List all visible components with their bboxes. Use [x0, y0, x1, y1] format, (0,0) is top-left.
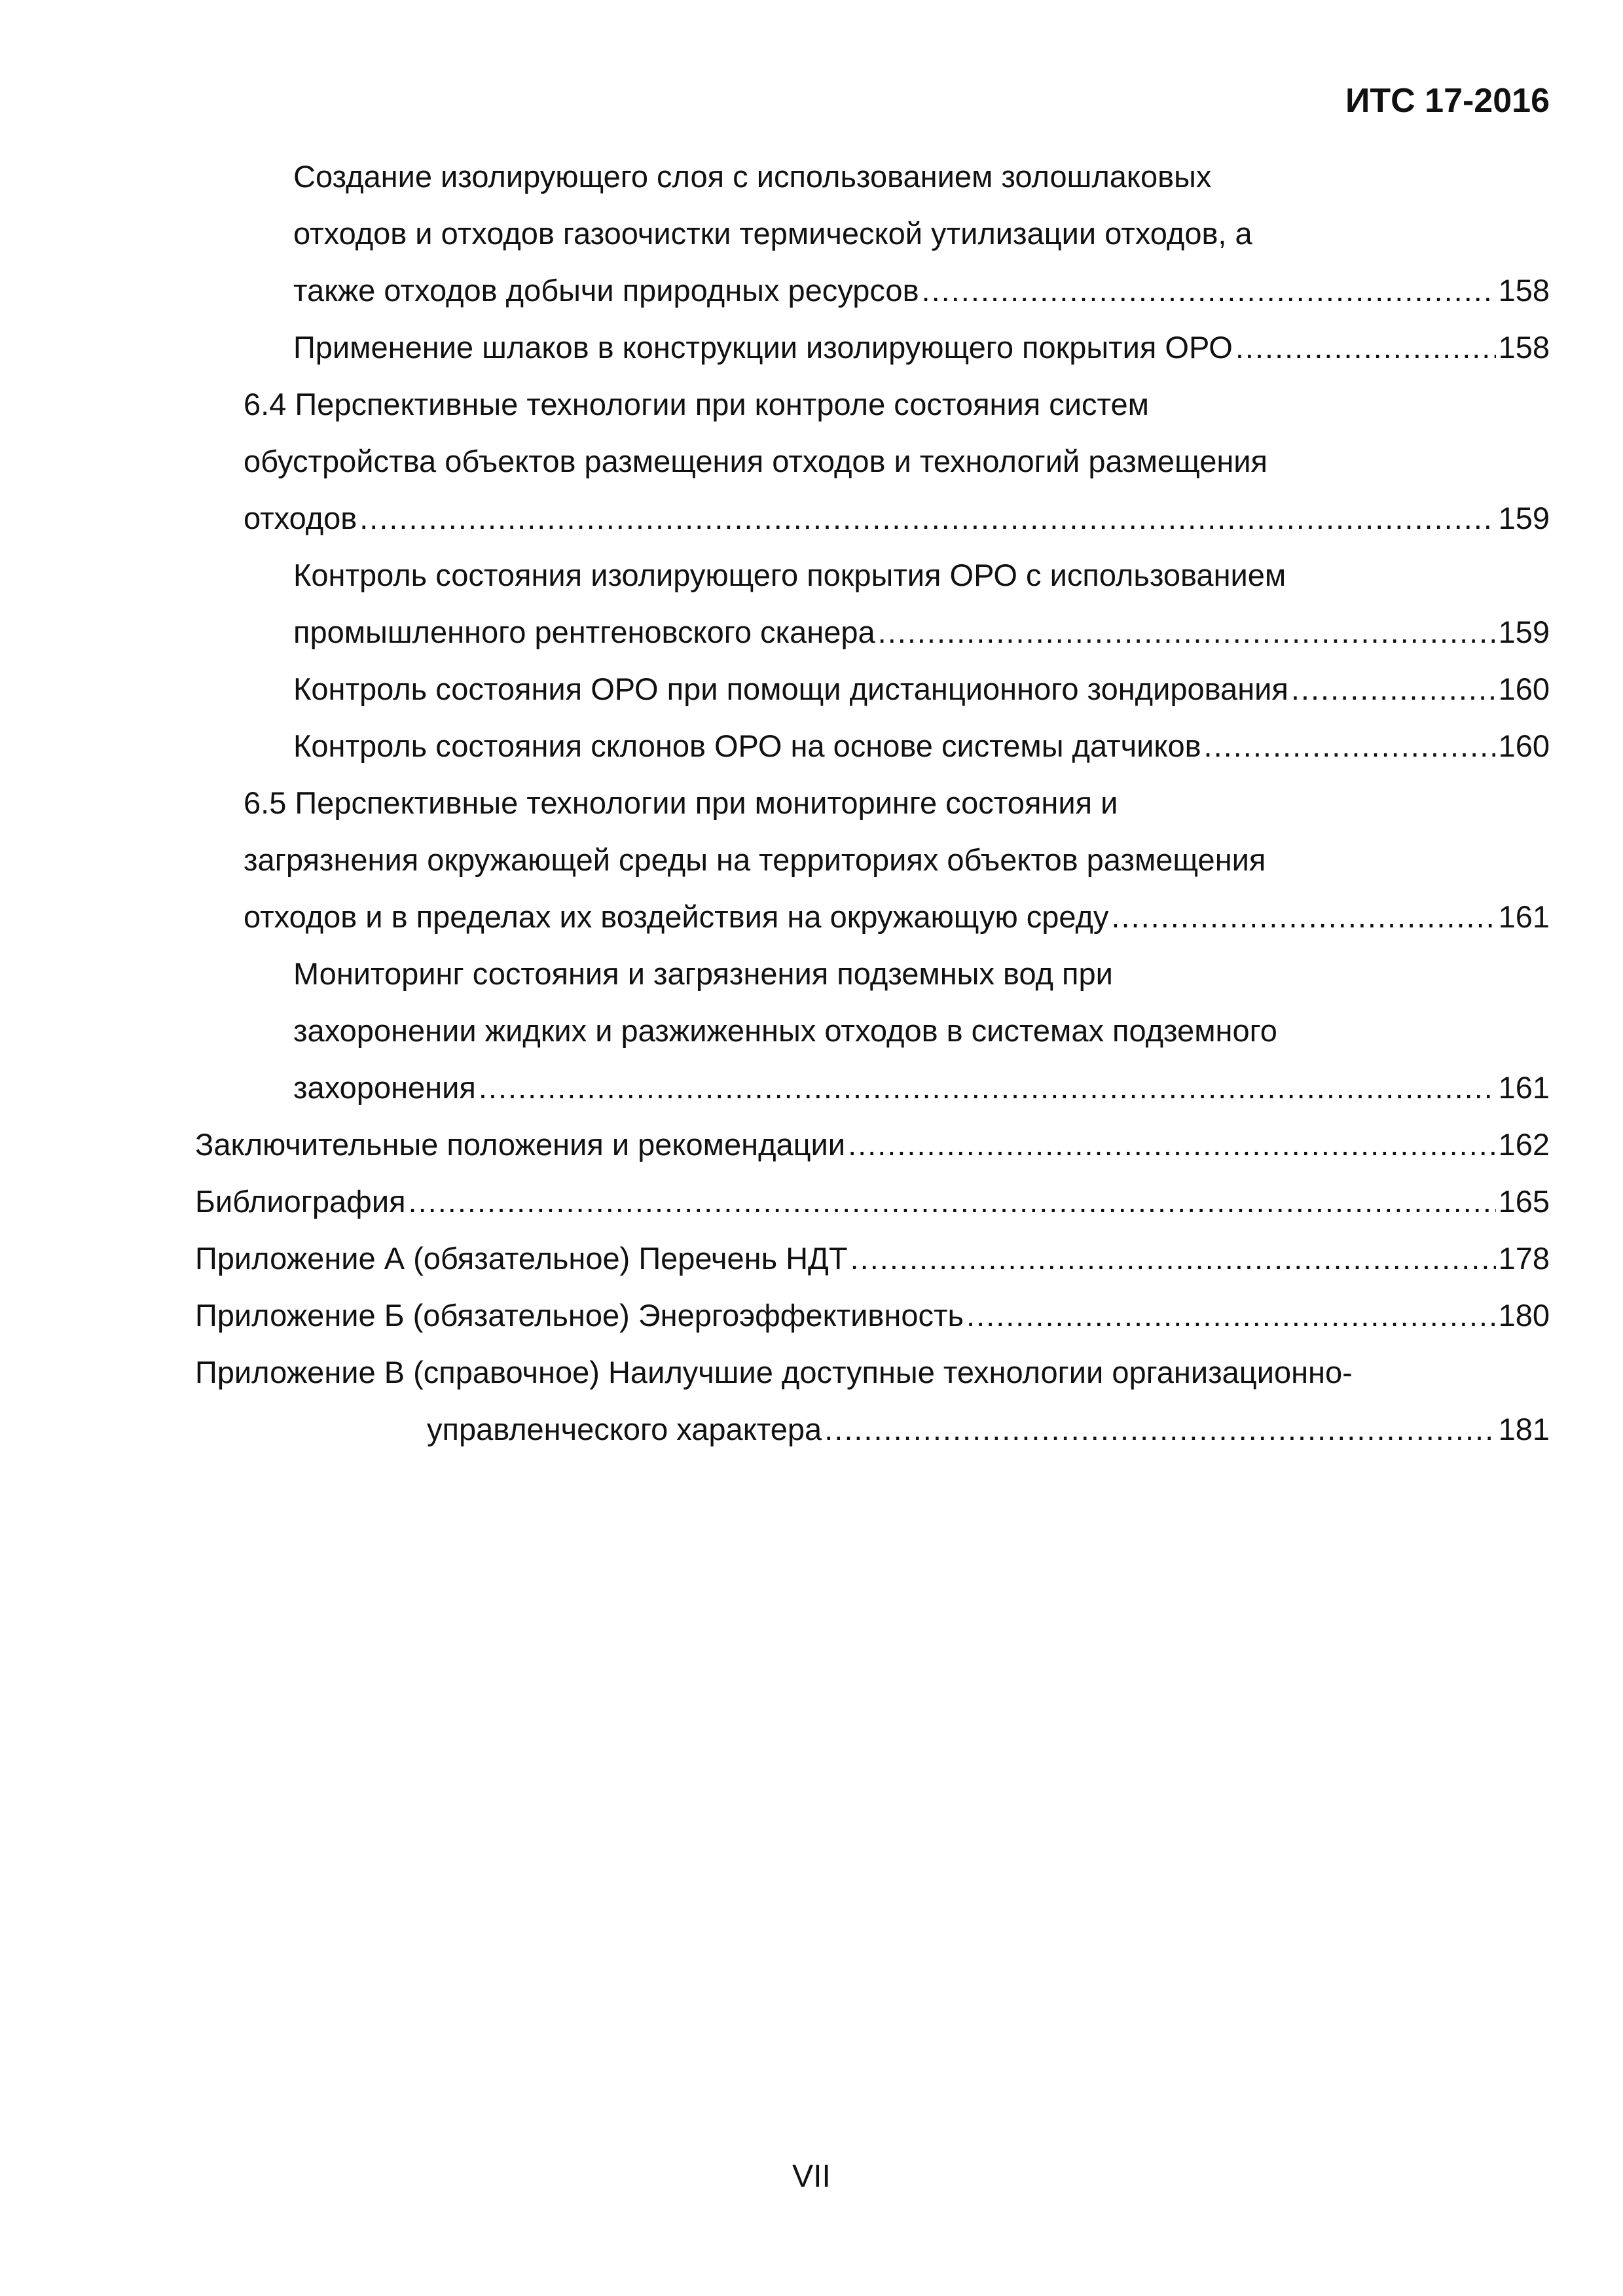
dot-leader [1235, 319, 1496, 376]
dot-leader [1291, 660, 1496, 717]
toc-entry-page: 180 [1498, 1298, 1550, 1333]
toc-entry-title: промышленного рентгеновского сканера [293, 615, 875, 649]
toc-entry-page: 158 [1498, 273, 1550, 308]
toc-entry-title: также отходов добычи природных ресурсов [293, 273, 919, 308]
toc-entry-title: загрязнения окружающей среды на территориях объектов размещения [244, 842, 1266, 877]
toc-entry-title: Контроль состояния ОРО при помощи дистанционного зондирования [293, 672, 1288, 706]
toc-entry[interactable] [0, 547, 1623, 660]
dot-leader [409, 1173, 1496, 1230]
toc-entry-last-line [0, 888, 1623, 945]
toc-entry[interactable] [0, 376, 1623, 547]
toc-entry[interactable] [0, 1230, 1623, 1287]
toc-entry-page: 160 [1498, 728, 1550, 763]
toc-entry-title: 6.5 Перспективные технологии при мониторинге состояния и [244, 785, 1118, 820]
toc-entry-title: Применение шлаков в конструкции изолирующего покрытия ОРО [293, 330, 1233, 365]
toc-entry-page: 159 [1498, 501, 1550, 535]
document-code: ИТС 17-2016 [1345, 82, 1550, 120]
dot-leader [848, 1116, 1496, 1173]
toc-entry-last-line [0, 660, 1623, 717]
dot-leader [479, 1059, 1496, 1116]
dot-leader [359, 490, 1495, 547]
toc-entry-last-line [0, 319, 1623, 376]
toc-entry-title: отходов [244, 501, 357, 535]
toc-entry-last-line [0, 262, 1623, 319]
toc-entry-page: 178 [1498, 1241, 1550, 1276]
dot-leader [824, 1401, 1495, 1458]
toc-entry-last-line [0, 1173, 1623, 1230]
toc-entry-title: отходов и в пределах их воздействия на окружающую среду [244, 899, 1109, 934]
toc-entry[interactable] [0, 717, 1623, 774]
table-of-contents [0, 148, 1623, 1458]
toc-entry[interactable] [0, 774, 1623, 945]
toc-entry-title: Библиография [195, 1184, 406, 1219]
toc-entry-last-line [0, 717, 1623, 774]
dot-leader [966, 1287, 1496, 1344]
toc-entry-title: Приложение В (справочное) Наилучшие доступные технологии организационно- [195, 1355, 1353, 1390]
toc-entry[interactable] [0, 945, 1623, 1116]
toc-entry-title: 6.4 Перспективные технологии при контроле состояния систем [244, 387, 1149, 422]
page-number: VII [792, 2159, 831, 2194]
toc-entry-title: Мониторинг состояния и загрязнения подземных вод при [293, 956, 1113, 991]
toc-entry-page: 161 [1498, 1070, 1550, 1105]
toc-entry-page: 162 [1498, 1127, 1550, 1162]
toc-entry-title: Приложение А (обязательное) Перечень НДТ [195, 1241, 848, 1276]
toc-entry[interactable] [0, 1173, 1623, 1230]
toc-entry-last-line [0, 490, 1623, 547]
toc-entry-title: отходов и отходов газоочистки термической утилизации отходов, а [293, 216, 1252, 251]
toc-entry-title: Заключительные положения и рекомендации [195, 1127, 846, 1162]
toc-entry-title: управленческого характера [427, 1412, 822, 1446]
toc-entry[interactable] [0, 319, 1623, 376]
toc-entry-last-line [0, 1230, 1623, 1287]
toc-entry-title: Контроль состояния изолирующего покрытия ОРО с использованием [293, 558, 1286, 592]
toc-entry-title: Приложение Б (обязательное) Энергоэффективность [195, 1298, 964, 1333]
toc-entry[interactable] [0, 1116, 1623, 1173]
toc-entry-page: 158 [1498, 330, 1550, 365]
toc-entry-last-line [0, 1116, 1623, 1173]
toc-entry-last-line [0, 603, 1623, 660]
toc-entry-page: 181 [1498, 1412, 1550, 1446]
toc-entry-title: захоронения [293, 1070, 476, 1105]
toc-entry-title: Создание изолирующего слоя с использованием золошлаковых [293, 159, 1212, 194]
toc-entry-page: 165 [1498, 1184, 1550, 1219]
toc-entry-page: 160 [1498, 672, 1550, 706]
toc-entry-page: 161 [1498, 899, 1550, 934]
toc-entry[interactable] [0, 660, 1623, 717]
dot-leader [1204, 717, 1496, 774]
dot-leader [878, 603, 1496, 660]
toc-entry-page: 159 [1498, 615, 1550, 649]
toc-entry-title: Контроль состояния склонов ОРО на основе системы датчиков [293, 728, 1201, 763]
toc-entry-title: обустройства объектов размещения отходов и технологий размещения [244, 444, 1268, 478]
toc-entry-last-line [0, 1401, 1623, 1458]
dot-leader [1111, 888, 1495, 945]
toc-entry[interactable] [0, 1287, 1623, 1344]
toc-entry[interactable] [0, 148, 1623, 319]
dot-leader [922, 262, 1496, 319]
dot-leader [850, 1230, 1496, 1287]
toc-entry-title: захоронении жидких и разжиженных отходов в системах подземного [293, 1013, 1277, 1048]
toc-entry-last-line [0, 1287, 1623, 1344]
toc-entry[interactable] [0, 1344, 1623, 1458]
toc-entry-last-line [0, 1059, 1623, 1116]
